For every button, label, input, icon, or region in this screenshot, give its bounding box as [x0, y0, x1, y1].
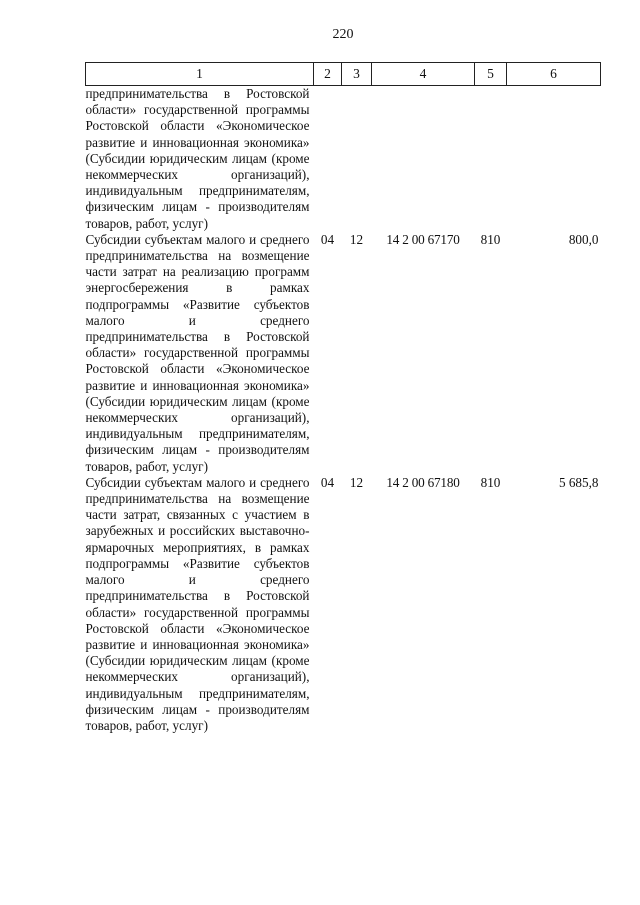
column-header-1: 1: [86, 63, 314, 86]
budget-table: [85, 62, 601, 734]
row-expense-type: 810: [480, 474, 501, 490]
row-section: 04: [320, 474, 335, 490]
page-number: 220: [332, 27, 354, 42]
row-amount: 5 685,8: [558, 474, 599, 490]
column-header-3: 3: [342, 63, 372, 86]
table-row: [86, 86, 601, 232]
row-description: Субсидии субъектам малого и среднего предпринимательства на возмещение части затрат на реализацию программ энергосбережения в рамках подпрограммы «Развитие субъектов малого и среднего предпринимательства в Ростовской области» государственной программы Ростовской области «Экономическое развитие и инновационная экономика» (Субсидии юридическим лицам (кроме некоммерческих организаций), индивидуальным предпринимателям, физическим лицам - производителям товаров, работ, услуг): [85, 231, 310, 474]
row-description: предпринимательства в Ростовской области» государственной программы Ростовской области «Экономическое развитие и инновационная экономика» (Субсидии юридическим лицам (кроме некоммерческих организаций), индивидуальным предпринимателям, физическим лицам - производителям товаров, работ, услуг): [85, 86, 310, 231]
row-subsection: 12: [349, 231, 364, 247]
column-header-2: 2: [314, 63, 342, 86]
row-amount: [507, 86, 601, 232]
table-row: [86, 232, 601, 475]
table-header-row: [86, 63, 601, 86]
row-target-code: [372, 86, 475, 232]
row-description: Субсидии субъектам малого и среднего предпринимательства на возмещение части затрат, связанных с участием в зарубежных и российских выставочно-ярмарочных мероприятиях, в рамках подпрограммы «Развитие субъектов малого и среднего предпринимательства в Ростовской области» государственной программы Ростовской области «Экономическое развитие и инновационная экономика» (Субсидии юридическим лицам (кроме некоммерческих организаций), индивидуальным предпринимателям, физическим лицам - производителям товаров, работ, услуг): [85, 474, 310, 733]
row-expense-type: 810: [480, 231, 501, 247]
row-expense-type: [475, 86, 507, 232]
row-amount: 800,0: [568, 231, 599, 247]
row-section: 04: [320, 231, 335, 247]
column-header-6: 6: [507, 63, 601, 86]
row-target-code: 14 2 00 67180: [386, 474, 460, 490]
row-target-code: 14 2 00 67170: [386, 231, 460, 247]
column-header-4: 4: [372, 63, 475, 86]
column-header-5: 5: [475, 63, 507, 86]
table-row: [86, 475, 601, 734]
row-section: [314, 86, 342, 232]
row-subsection: [342, 86, 372, 232]
row-subsection: 12: [349, 474, 364, 490]
